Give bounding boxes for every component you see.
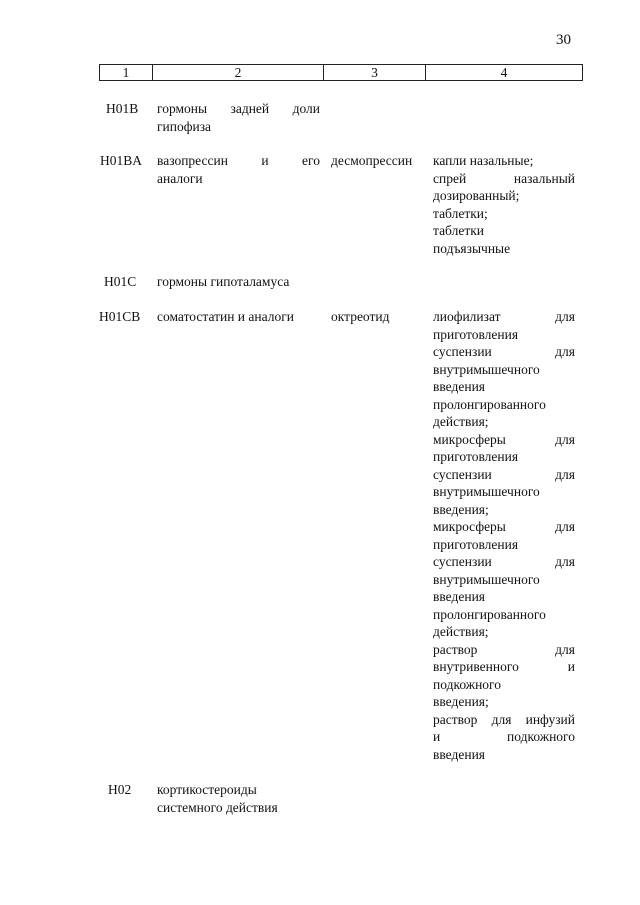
dosage-form-line: суспензии для [433, 466, 575, 482]
dosage-form-line: суспензии для [433, 344, 575, 359]
column-header-4: 4 [426, 65, 583, 81]
dosage-form-line: таблетки; [433, 205, 488, 221]
dosage-form-line: лиофилизат для [433, 309, 575, 324]
group-name-line: вазопрессин и его [157, 153, 320, 168]
column-header-1: 1 [100, 65, 153, 81]
atc-code: H02 [108, 782, 132, 797]
group-name [157, 100, 320, 135]
dosage-form-line: подкожного [433, 676, 501, 692]
group-name-line: гормоны задней доли [157, 101, 320, 116]
inn-name: октреотид [331, 309, 390, 324]
group-name-line: гипофиза [157, 118, 212, 134]
group-name [157, 273, 337, 291]
dosage-form-line: раствор для инфузий [433, 711, 575, 727]
atc-code: H01C [104, 274, 137, 289]
dosage-form-line: таблетки [433, 223, 485, 238]
column-header-2: 2 [153, 65, 324, 81]
dosage-form-line: микросферы для [433, 431, 575, 447]
dosage-form-line: введения [433, 379, 486, 394]
dosage-form-line: приготовления [433, 449, 519, 464]
group-name [157, 781, 327, 816]
dosage-form-line: и подкожного [433, 729, 575, 744]
dosage-form-line: введения; [433, 694, 489, 709]
group-name-line: гормоны гипоталамуса [157, 274, 290, 289]
dosage-form-line: пролонгированного [433, 396, 546, 412]
dosage-form-line: внутривенного и [433, 659, 575, 674]
dosage-form-line: приготовления [433, 326, 519, 342]
dosage-form-line: приготовления [433, 536, 519, 552]
group-name-line: системного действия [157, 799, 278, 815]
dosage-form-line: пролонгированного [433, 606, 546, 622]
dosage-form-line: действия; [433, 414, 489, 429]
atc-code: H01B [106, 101, 139, 116]
group-name-line: соматостатин и аналоги [157, 309, 294, 324]
dosage-form-line: действия; [433, 624, 489, 639]
dosage-form-line: введения [433, 746, 486, 762]
page-number: 30 [556, 32, 571, 48]
atc-code: H01CB [99, 309, 141, 324]
dosage-form-line: суспензии для [433, 554, 575, 569]
dosage-form-line: введения; [433, 501, 489, 517]
group-name [157, 308, 327, 326]
dosage-form-line: капли назальные; [433, 153, 534, 168]
dosage-form-line: дозированный; [433, 188, 520, 203]
dosage-form-line: микросферы для [433, 519, 575, 534]
dosage-forms [433, 308, 575, 763]
group-name-line: кортикостероиды [157, 782, 257, 797]
dosage-form-line: внутримышечного [433, 361, 540, 377]
dosage-form-line: спрей назальный [433, 170, 575, 186]
inn-name: десмопрессин [331, 153, 413, 168]
atc-code: H01BA [100, 153, 143, 168]
group-name [157, 152, 320, 187]
dosage-form-line: введения [433, 589, 486, 604]
group-name-line: аналоги [157, 170, 203, 186]
dosage-form-line: подъязычные [433, 240, 511, 256]
dosage-form-line: внутримышечного [433, 484, 540, 499]
column-header-3: 3 [324, 65, 426, 81]
dosage-forms [433, 152, 575, 257]
dosage-form-line: внутримышечного [433, 571, 540, 587]
dosage-form-line: раствор для [433, 641, 575, 657]
column-header-row [99, 64, 583, 81]
